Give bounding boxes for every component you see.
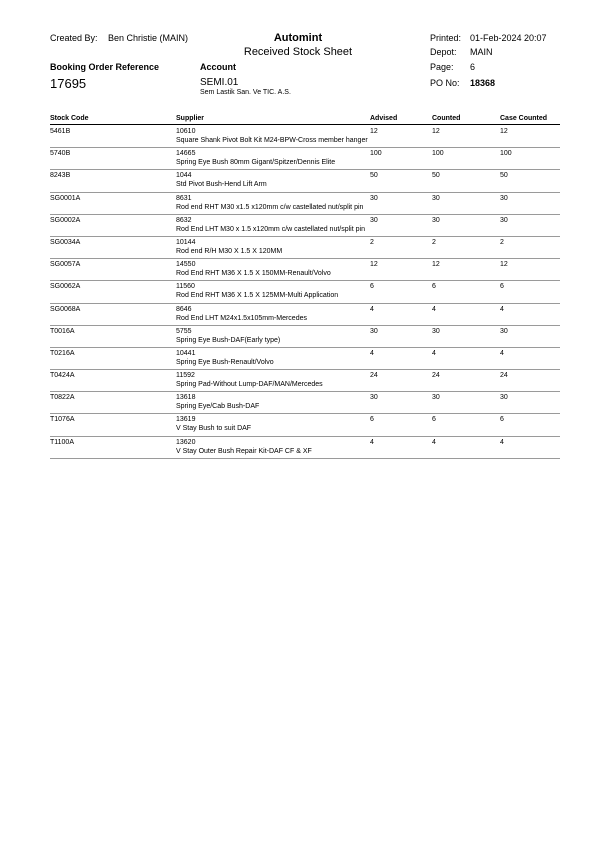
item-description: V Stay Bush to suit DAF — [176, 425, 252, 433]
advised-qty: 30 — [370, 327, 378, 335]
item-description: Spring Eye Bush 80mm Gigant/Spitzer/Dennis Elite — [176, 159, 336, 167]
stock-code: 8243B — [50, 172, 71, 180]
supplier-code: 14550 — [176, 261, 196, 269]
item-description: Spring Eye Bush-Renault/Volvo — [176, 358, 274, 366]
stock-code: SG0057A — [50, 261, 81, 269]
case-counted-qty: 30 — [500, 327, 508, 335]
advised-qty: 30 — [370, 194, 378, 202]
stock-code: T0822A — [50, 394, 75, 402]
supplier-code: 13620 — [176, 438, 196, 446]
case-counted-qty: 30 — [500, 394, 508, 402]
counted-qty: 6 — [432, 416, 436, 424]
stock-code: SG0062A — [50, 283, 81, 291]
case-counted-qty: 2 — [500, 238, 504, 246]
page-number: 6 — [470, 62, 476, 72]
item-description: Rod end RHT M30 x1.5 x120mm c/w castellated nut/split pin — [176, 203, 364, 211]
advised-qty: 6 — [370, 416, 374, 424]
table-row — [50, 148, 560, 170]
stock-code: SG0001A — [50, 194, 81, 202]
header-divider — [50, 124, 560, 125]
counted-qty: 4 — [432, 438, 436, 446]
case-counted-qty: 12 — [500, 128, 508, 135]
supplier-code: 14665 — [176, 150, 196, 158]
advised-qty: 6 — [370, 283, 374, 291]
item-description: Square Shank Pivot Bolt Kit M24-BPW-Cross member hanger — [176, 137, 368, 144]
advised-qty: 12 — [370, 128, 378, 135]
table-row — [50, 414, 560, 436]
table-row — [50, 259, 560, 281]
stock-code: T1076A — [50, 416, 75, 424]
account-code: SEMI.01 — [200, 77, 239, 88]
depot-label: Depot: — [430, 47, 457, 57]
table-row — [50, 304, 560, 326]
supplier-code: 10144 — [176, 238, 196, 246]
supplier-code: 10610 — [176, 128, 196, 135]
case-counted-qty: 6 — [500, 416, 504, 424]
table-header — [50, 115, 560, 124]
supplier-code: 8631 — [176, 194, 192, 202]
counted-qty: 4 — [432, 349, 436, 357]
page-label: Page: — [430, 62, 454, 72]
stock-code: 5740B — [50, 150, 71, 158]
case-counted-qty: 6 — [500, 283, 504, 291]
advised-qty: 30 — [370, 394, 378, 402]
table-row — [50, 237, 560, 259]
supplier-code: 11560 — [176, 283, 195, 291]
booking-ref-value: 17695 — [50, 76, 87, 91]
item-description: Spring Eye Bush-DAF(Early type) — [176, 336, 281, 344]
counted-qty: 12 — [432, 128, 440, 135]
item-description: Rod End LHT M30 x 1.5 x120mm c/w castellated nut/split pin — [176, 225, 365, 233]
case-counted-qty: 24 — [500, 372, 508, 380]
stock-code: T0016A — [50, 327, 75, 335]
col-header-supplier: Supplier — [176, 115, 205, 122]
table-row — [50, 348, 560, 370]
stock-table-body — [50, 126, 560, 459]
case-counted-qty: 100 — [500, 150, 512, 158]
account-label: Account — [200, 62, 236, 72]
stock-code: T0216A — [50, 349, 75, 357]
supplier-code: 8632 — [176, 216, 192, 224]
case-counted-qty: 30 — [500, 194, 508, 202]
case-counted-qty: 4 — [500, 349, 504, 357]
created-by-label: Created By: — [50, 33, 98, 43]
counted-qty: 100 — [432, 150, 444, 158]
col-header-stock-code: Stock Code — [50, 115, 89, 122]
table-row — [50, 392, 560, 414]
advised-qty: 24 — [370, 372, 378, 380]
supplier-code: 11592 — [176, 372, 195, 380]
supplier-code: 5755 — [176, 327, 192, 335]
table-row — [50, 170, 560, 192]
item-description: Rod End LHT M24x1.5x105mm-Mercedes — [176, 314, 307, 322]
table-row — [50, 437, 560, 459]
col-header-counted: Counted — [432, 115, 461, 122]
advised-qty: 30 — [370, 216, 378, 224]
advised-qty: 4 — [370, 349, 374, 357]
supplier-code: 13619 — [176, 416, 196, 424]
col-header-case-counted: Case Counted — [500, 115, 548, 122]
stock-code: SG0034A — [50, 238, 81, 246]
table-row — [50, 215, 560, 237]
supplier-code: 10441 — [176, 349, 196, 357]
stock-code: 5461B — [50, 128, 71, 135]
depot-value: MAIN — [470, 47, 493, 57]
page-title: Received Stock Sheet — [243, 46, 353, 58]
table-row — [50, 126, 560, 148]
case-counted-qty: 30 — [500, 216, 508, 224]
counted-qty: 2 — [432, 238, 436, 246]
counted-qty: 50 — [432, 172, 440, 180]
case-counted-qty: 4 — [500, 438, 504, 446]
supplier-code: 13618 — [176, 394, 196, 402]
item-description: Rod End RHT M36 X 1.5 X 150MM-Renault/Volvo — [176, 270, 331, 278]
advised-qty: 4 — [370, 305, 374, 313]
case-counted-qty: 50 — [500, 172, 508, 180]
counted-qty: 12 — [432, 261, 440, 269]
stock-code: SG0068A — [50, 305, 81, 313]
counted-qty: 4 — [432, 305, 436, 313]
item-description: Std Pivot Bush-Hend Lift Arm — [176, 181, 267, 189]
advised-qty: 4 — [370, 438, 374, 446]
booking-ref-label: Booking Order Reference — [50, 62, 160, 72]
counted-qty: 30 — [432, 327, 440, 335]
table-row — [50, 193, 560, 215]
printed-label: Printed: — [430, 33, 462, 43]
supplier-code: 1044 — [176, 172, 192, 180]
table-row — [50, 326, 560, 348]
created-by-value: Ben Christie (MAIN) — [108, 33, 189, 43]
case-counted-qty: 4 — [500, 305, 504, 313]
item-description: Rod end R/H M30 X 1.5 X 120MM — [176, 247, 283, 255]
counted-qty: 24 — [432, 372, 440, 380]
case-counted-qty: 12 — [500, 261, 508, 269]
item-description: V Stay Outer Bush Repair Kit-DAF CF & XF — [176, 447, 312, 455]
counted-qty: 30 — [432, 194, 440, 202]
advised-qty: 2 — [370, 238, 374, 246]
counted-qty: 30 — [432, 394, 440, 402]
table-row — [50, 370, 560, 392]
counted-qty: 6 — [432, 283, 436, 291]
item-description: Spring Pad-Without Lump-DAF/MAN/Mercedes — [176, 381, 323, 389]
counted-qty: 30 — [432, 216, 440, 224]
printed-value: 01-Feb-2024 20:07 — [470, 33, 547, 43]
table-row — [50, 281, 560, 303]
advised-qty: 100 — [370, 150, 382, 158]
company-name: Automint — [273, 32, 323, 44]
supplier-code: 8646 — [176, 305, 192, 313]
po-label: PO No: — [430, 78, 460, 88]
item-description: Rod End RHT M36 X 1.5 X 125MM-Multi Application — [176, 292, 339, 300]
stock-code: T0424A — [50, 372, 75, 380]
stock-code: T1100A — [50, 438, 74, 446]
stock-code: SG0002A — [50, 216, 81, 224]
po-number: 18368 — [470, 78, 496, 88]
col-header-advised: Advised — [370, 115, 398, 122]
account-name: Sem Lastik San. Ve TIC. A.S. — [200, 89, 291, 96]
item-description: Spring Eye/Cab Bush-DAF — [176, 403, 260, 411]
advised-qty: 12 — [370, 261, 378, 269]
advised-qty: 50 — [370, 172, 378, 180]
